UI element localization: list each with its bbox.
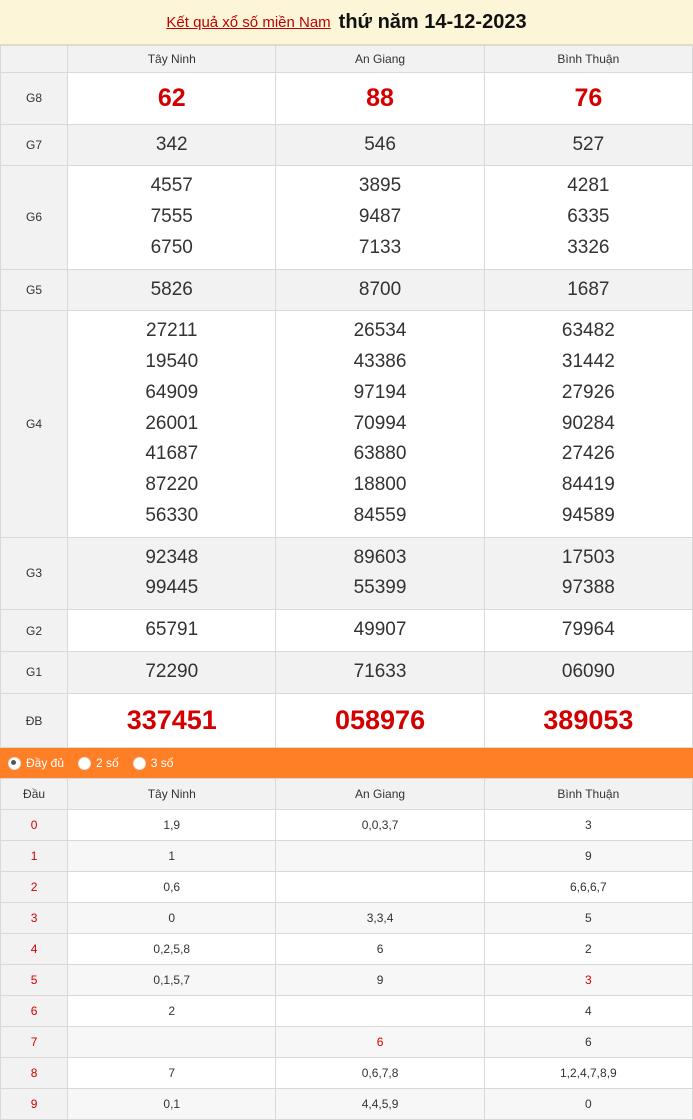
head-value-an-giang [276,996,484,1027]
prize-numbers-g2-binh-thuan: 79964 [484,610,692,652]
table-row [1,810,693,841]
head-value-an-giang: 9 [276,965,484,996]
heads-header-binh-thuan: Bình Thuận [484,779,692,810]
filter-option-2-digits[interactable] [78,756,119,770]
head-value-an-giang: 0,0,3,7 [276,810,484,841]
heads-header-row [1,779,693,810]
prize-row-g1 [1,651,693,693]
table-row [1,965,693,996]
table-row [1,1089,693,1120]
heads-header-tay-ninh: Tây Ninh [68,779,276,810]
prize-numbers-g3-tay-ninh: 92348 99445 [68,537,276,610]
head-value-binh-thuan: 1,2,4,7,8,9 [484,1058,692,1089]
head-value-binh-thuan: 3 [484,810,692,841]
head-value-tay-ninh: 7 [68,1058,276,1089]
head-value-tay-ninh: 0 [68,903,276,934]
prize-numbers-g1-binh-thuan: 06090 [484,651,692,693]
head-digit: 7 [1,1027,68,1058]
head-value-binh-thuan: 2 [484,934,692,965]
prize-row-g4 [1,311,693,537]
radio-selected-icon[interactable] [8,757,21,770]
head-value-an-giang: 4,4,5,9 [276,1089,484,1120]
head-digit: 2 [1,872,68,903]
results-header-row [1,46,693,73]
head-value-binh-thuan: 6,6,6,7 [484,872,692,903]
filter-option-2-digits-label: 2 số [96,756,119,771]
prize-label-g3: G3 [1,537,68,610]
prize-numbers-g4-an-giang: 26534 43386 97194 70994 63880 18800 84559 [276,311,484,537]
head-digit: 1 [1,841,68,872]
head-value-binh-thuan: 3 [484,965,692,996]
filter-option-3-digits-label: 3 số [150,756,174,771]
prize-row-g6 [1,166,693,269]
head-value-binh-thuan: 5 [484,903,692,934]
head-value-binh-thuan: 6 [484,1027,692,1058]
head-digit: 4 [1,934,68,965]
prize-numbers-g3-binh-thuan: 17503 97388 [484,537,692,610]
head-digit: 3 [1,903,68,934]
head-value-tay-ninh [68,1027,276,1058]
head-value-tay-ninh: 0,2,5,8 [68,934,276,965]
radio-unselected-icon[interactable] [133,757,146,770]
filter-option-full[interactable] [8,756,64,770]
head-value-tay-ninh: 0,6 [68,872,276,903]
head-digit: 0 [1,810,68,841]
prize-numbers-g1-tay-ninh: 72290 [68,651,276,693]
results-blank-header [1,46,68,73]
head-value-binh-thuan: 9 [484,841,692,872]
prize-row-g7 [1,124,693,166]
table-row [1,872,693,903]
head-digit: 5 [1,965,68,996]
head-value-binh-thuan: 0 [484,1089,692,1120]
head-value-an-giang: 0,6,7,8 [276,1058,484,1089]
prize-numbers-g4-binh-thuan: 63482 31442 27926 90284 27426 84419 94589 [484,311,692,537]
prize-row-g8 [1,73,693,125]
head-value-tay-ninh: 1 [68,841,276,872]
filter-option-3-digits[interactable] [133,756,174,770]
prize-numbers-db-binh-thuan: 389053 [484,693,692,748]
prize-numbers-g7-binh-thuan: 527 [484,124,692,166]
radio-unselected-icon[interactable] [78,757,91,770]
head-value-an-giang [276,872,484,903]
prize-label-g2: G2 [1,610,68,652]
prize-label-g8: G8 [1,73,68,125]
head-value-an-giang: 6 [276,934,484,965]
results-table [0,45,693,748]
display-filter-bar [0,748,693,778]
prize-label-g6: G6 [1,166,68,269]
table-row [1,1058,693,1089]
table-row [1,996,693,1027]
prize-numbers-g8-binh-thuan: 76 [484,73,692,125]
prize-row-db [1,693,693,748]
prize-row-g5 [1,269,693,311]
prize-numbers-g8-an-giang: 88 [276,73,484,125]
head-digit: 6 [1,996,68,1027]
prize-label-g4: G4 [1,311,68,537]
prize-numbers-g3-an-giang: 89603 55399 [276,537,484,610]
table-row [1,841,693,872]
head-value-tay-ninh: 0,1 [68,1089,276,1120]
prize-label-g1: G1 [1,651,68,693]
head-value-tay-ninh: 1,9 [68,810,276,841]
prize-numbers-g6-binh-thuan: 4281 6335 3326 [484,166,692,269]
head-value-tay-ninh: 0,1,5,7 [68,965,276,996]
province-header-tay-ninh: Tây Ninh [68,46,276,73]
province-header-an-giang: An Giang [276,46,484,73]
table-row [1,903,693,934]
prize-numbers-g6-an-giang: 3895 9487 7133 [276,166,484,269]
prize-numbers-g5-an-giang: 8700 [276,269,484,311]
prize-label-g7: G7 [1,124,68,166]
results-date: thứ năm 14-12-2023 [338,10,527,33]
head-value-binh-thuan: 4 [484,996,692,1027]
head-value-an-giang [276,841,484,872]
head-value-an-giang: 6 [276,1027,484,1058]
heads-header-dau: Đầu [1,779,68,810]
prize-numbers-db-tay-ninh: 337451 [68,693,276,748]
prize-numbers-db-an-giang: 058976 [276,693,484,748]
province-header-binh-thuan: Bình Thuận [484,46,692,73]
head-value-an-giang: 3,3,4 [276,903,484,934]
prize-label-g5: G5 [1,269,68,311]
prize-numbers-g8-tay-ninh: 62 [68,73,276,125]
results-title-link[interactable]: Kết quả xổ số miền Nam [166,13,331,31]
prize-row-g3 [1,537,693,610]
heads-header-an-giang: An Giang [276,779,484,810]
prize-numbers-g1-an-giang: 71633 [276,651,484,693]
filter-option-full-label: Đầy đủ [26,756,65,771]
prize-numbers-g2-an-giang: 49907 [276,610,484,652]
prize-numbers-g7-an-giang: 546 [276,124,484,166]
head-value-tay-ninh: 2 [68,996,276,1027]
prize-numbers-g6-tay-ninh: 4557 7555 6750 [68,166,276,269]
page-header [0,0,693,45]
prize-numbers-g5-binh-thuan: 1687 [484,269,692,311]
prize-row-g2 [1,610,693,652]
prize-numbers-g5-tay-ninh: 5826 [68,269,276,311]
heads-table [0,778,693,1120]
head-digit: 9 [1,1089,68,1120]
table-row [1,934,693,965]
head-digit: 8 [1,1058,68,1089]
prize-numbers-g2-tay-ninh: 65791 [68,610,276,652]
prize-numbers-g4-tay-ninh: 27211 19540 64909 26001 41687 87220 56330 [68,311,276,537]
table-row [1,1027,693,1058]
prize-numbers-g7-tay-ninh: 342 [68,124,276,166]
prize-label-db: ĐB [1,693,68,748]
